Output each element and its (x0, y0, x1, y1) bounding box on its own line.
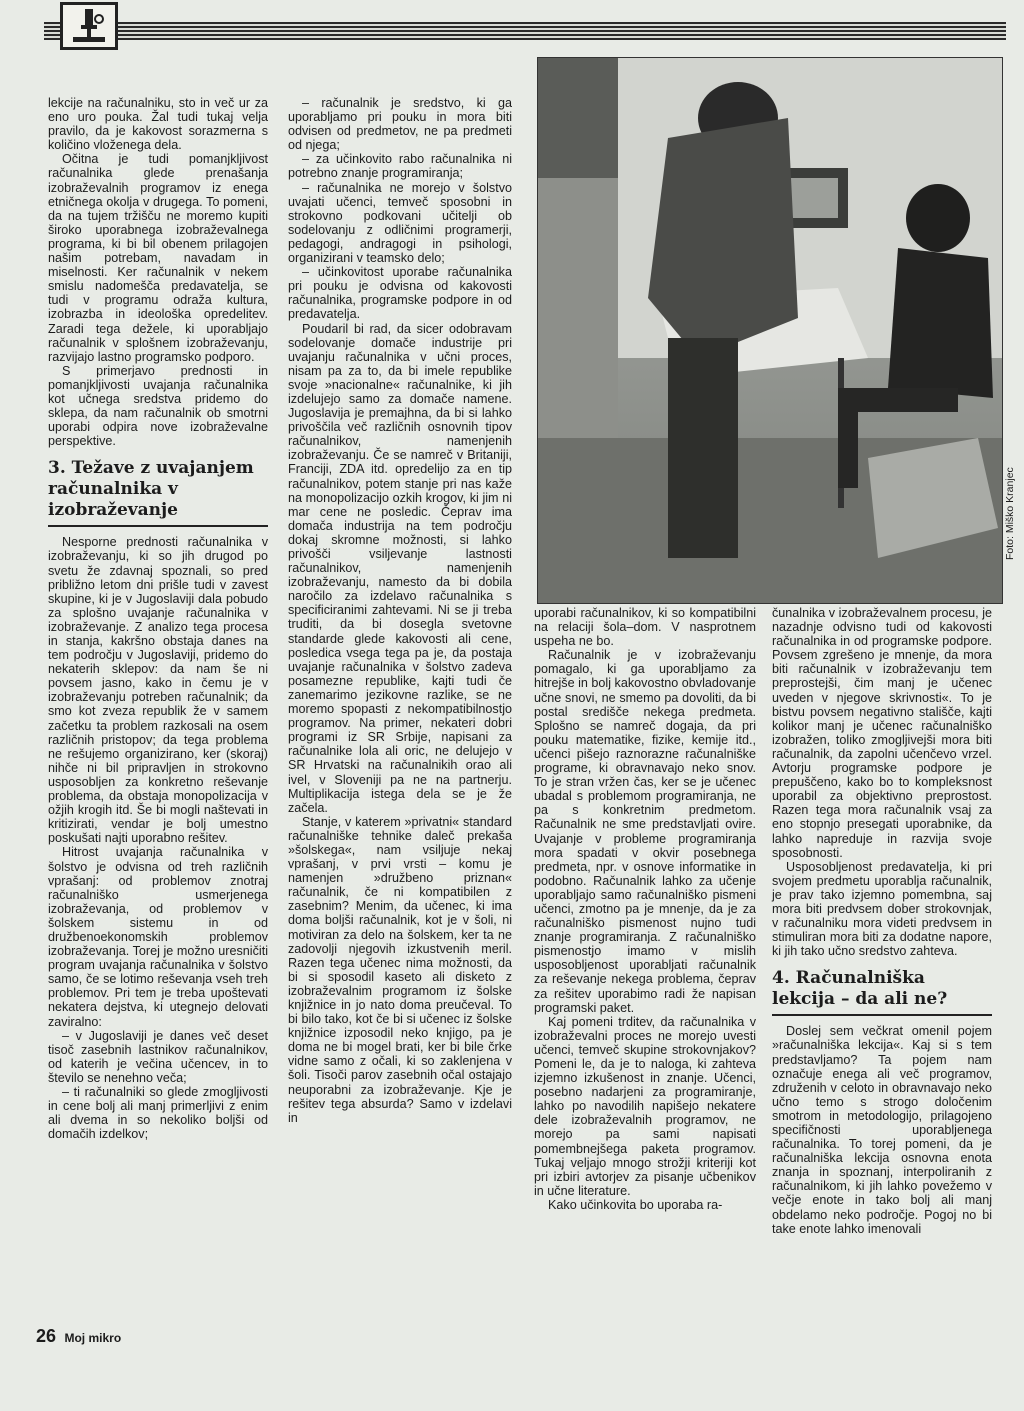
page-footer (36, 1326, 121, 1347)
column-1 (48, 96, 268, 1141)
column-2 (288, 96, 512, 1125)
paragraph: Stanje, v katerem »privatni« standard računalniške tehnike daleč prekaša »šolskega«, nam vsiljuje nekaj vprašanj, v prvi vrsti – komu je namenjen »družbeno priznan« računalnik, če ni kompatibilen z zasebnim? Menim, da učenec, ki ima doma boljši računalnik, kot je v šoli, ni motiviran za delo na šolskem, ker ta ne zadovolji njegovih izkustvenih meril. Razen tega učenec nima možnosti, da bi si sposodil kaseto ali disketo z izobraževalnim programom iz šolske knjižnice in jo nato doma preučeval. To bi bilo tako, kot če bi si učenec iz šolske knjižnice izposodil neko knjigo, pa je doma ne bi mogel brati, ker bi bile črke vidne samo z očali, ki so zaklenjena v šoli. Tisoči parov zasebnih očal ostajajo neuporabni za izobraževanje. Kje je rešitev tega absurda? Samo v izdelavi in (288, 814, 512, 1125)
paragraph: uporabi računalnikov, ki so kompatibilni na relaciji šola–dom. V nasprotnem uspeha ne bo. (534, 606, 756, 649)
paragraph: Hitrost uvajanja računalnika v šolstvo je odvisna od treh različnih vprašanj: od problemov znotraj računalniško usmerjenega izobraževanja, od problemov v šolskem sistemu in od družbenoekonomskih problemov izobraževanja. Torej je možno uresničiti program uvajanja računalnika v šolstvo samo, če se lotimo reševanja vseh treh problemov. Pri tem je treba upoštevati nekatera dejstva, ki utegnejo delovati zaviralno: (48, 845, 268, 1029)
paragraph: – v Jugoslaviji je danes več deset tisoč zasebnih lastnikov računalnikov, od katerih je večina učencev, in to število se nenehno veča; (48, 1028, 268, 1085)
paragraph: S primerjavo prednosti in pomanjkljivosti uvajanja računalnika kot učnega sredstva pridemo do sklepa, da nam računalnik ob smotrni uporabi odpira nove izobraževalne perspektive. (48, 363, 268, 449)
paragraph: Nesporne prednosti računalnika v izobraževanju, ki so jih drugod po svetu že zdavnaj spoznali, so pred približno letom dni prišle tudi v zavest skupine, ki je v Jugoslaviji dala pobudo za splošno uvajanje računalnika v izobraževanje. Z analizo tega procesa in stanja, kakršno obstaja danes na tem področju v Jugoslaviji, pridemo do nekaterih sklepov: da nam še ni povsem jasno, kako in čemu je v izobraževanju potreben računalnik; da smo kot zveza republik že v samem začetku ta problem razkosali na osem različnih pristopov; da tega problema ne rešujemo organizirano, ker (skoraj) nihče ni bil pripravljen in strokovno usposobljen za konkretno reševanje problema, da obstaja monopolizacija v ožjih krogih itd. Še bi mogli naštevati in kritizirati, vendar je bolj umestno poskušati najti uporabno rešitev. (48, 535, 268, 846)
paragraph: Očitna je tudi pomanjkljivost računalnika glede prenašanja izobraževalnih programov iz enega etničnega okolja v drugega. To pomeni, da na tujem tržišču ne moremo kupiti široko uporabnega izobraževalnega programa, ki bi bil obenem prilagojen našim potrebam, navadam in miselnosti. Ker računalnik v nekem smislu nadomešča predavatelja, se tudi v programu odraža kultura, izobrazba in ideološka opredelitev. Zaradi tega dežele, ki uporabljajo računalnik v splošnem izobraževanju, razvijajo lastno programsko podporo. (48, 152, 268, 364)
photo-teacher-and-child-at-computer (537, 57, 1003, 604)
paragraph: – računalnik je sredstvo, ki ga uporabljamo pri pouku in mora biti odvisen od predmetov, ne pa predmeti od njega; (288, 96, 512, 153)
section-heading-4: 4. Računalniška lekcija – da ali ne? (772, 968, 992, 1016)
paragraph: Usposobljenost predavatelja, ki pri svojem predmetu uporablja računalnik, je prav tako izjemno pomembna, saj mora biti predvsem dober strokovnjak, v računalniku mora videti predvsem in stimuliran mora biti za dodatne napore, ki jih tako učno sredstvo zahteva. (772, 859, 992, 959)
paragraph: lekcije na računalniku, sto in več ur za eno uro pouka. Žal tudi tukaj velja pravilo, da je kakovost sorazmerna s količino vloženega dela. (48, 96, 268, 153)
paragraph: Kaj pomeni trditev, da računalnika v izobraževalni proces ne morejo uvesti učenci, temveč skupine strokovnjakov? Pomeni le, da je to naloga, ki zahteva izjemno izkušenost in znanje. Učenci, posebno nadarjeni za programiranje, lahko po navodilih napišejo nekatere dele izobraževalnih programov, ne morejo pa sami napisati pomembnejšega paketa programov. Tukaj veljajo mnogo strožji kriteriji kot pri izbiri avtorjev za pisanje učbenikov in učne literature. (534, 1014, 756, 1198)
paragraph: čunalnika v izobraževalnem procesu, je nazadnje odvisno tudi od kakovosti računalnika in od programske podpore. Povsem zgrešeno je mnenje, da mora biti računalnik v izobraževanju tem preprostejši, čim manj je učenec uveden v njegove skrivnosti«. To je bistvu povsem negativno stališče, kajti kolikor manj je učenec računalniško izobražen, toliko zmogljivejši mora biti računalnik, da zapolni učenčevo vrzel. Avtorju programske podpore je prepuščeno, kako bo to kompleksnost uporabil za objektivno preprostost. Razen tega mora računalnik vsaj za eno stopnjo presegati uporabnike, da lahko napreduje in razvija svoje sposobnosti. (772, 606, 992, 860)
column-3 (534, 606, 756, 1212)
magazine-name: Moj mikro (64, 1331, 122, 1345)
paragraph: Poudaril bi rad, da sicer odobravam sodelovanje domače industrije pri uvajanju računalnika v učni proces, nisam pa za to, da bi imele republike svoje »nacionalne« računalnike, ki jih izdelujejo samo za domače namene. Jugoslavija je premajhna, da bi si lahko privoščila več različnih osnovnih tipov računalnikov, namenjenih izobraževanju. Če se namreč v Britaniji, Franciji, ZDA itd. opredelijo za en tip računalnikov, potem stanje pri nas kaže na monopolizacijo ozkih krogov, ki jim ni mar cene ne posledic. Čeprav ima domača industrija na tem področju dokaj skromne možnosti, si lahko privošči vsiljevanje lastnosti računalnikov, namenjenih izobraževanju, namesto da bi dobila naročilo za izdelavo računalnika s specificiranimi zahtevami. Ni se ji treba truditi, da bi dosegla svetovne standarde glede kakovosti ali cene, posledica vsega tega pa je, da postaja uvajanje računalnika v šolstvo zadeva posamezne republike, kajti tudi če zanemarimo jezikovne razlike, se ne moremo spopasti z nekompatibilnostjo programov. Na primer, nekateri dobri programi iz SR Srbije, napisani za računalnike lola ali oric, ne delujejo v SR Hrvatski na računalnikih orao ali ivel, v Sloveniji pa ne na partnerju. Multiplikacija istega dela se je že začela. (288, 321, 512, 815)
column-4 (772, 606, 992, 1236)
photo-illustration (538, 58, 1003, 604)
paragraph: – ti računalniki so glede zmogljivosti in cene bolj ali manj primerljivi z enim ali dvema in so nekoliko boljši od domačih izdelkov; (48, 1085, 268, 1142)
header-bar (44, 22, 1006, 40)
paragraph: – računalnika ne morejo v šolstvo uvajati učenci, temveč sposobni in strokovno podkovani učitelji ob sodelovanju z odličnimi programerji, pedagogi, andragogi in psihologi, organizirani v teamsko delo; (288, 180, 512, 266)
paragraph: – za učinkovito rabo računalnika ni potrebno znanje programiranja; (288, 152, 512, 181)
microscope-icon (63, 5, 115, 47)
paragraph: Računalnik je v izobraževanju pomagalo, ki ga uporabljamo za hitrejše in bolj kakovostno obvladovanje učne snovi, ne smemo pa dovoliti, da bi postal središče nekega predmeta. Splošno se namreč dogaja, da pri pouku matematike, fizike, kemije itd., učenci pišejo raznorazne računalniške programe, ki obravnavajo neko snov. To je stran vržen čas, ker se je učenec ubadal s problemom programiranja, ne pa s konkretnim predmetom. Računalnik ne sme predstavljati ovire. Uvajanje v probleme programiranja mora spadati v okvir posebnega predmeta, npr. v osnove informatike in podobno. Računalnik lahko za učenje uporabljajo samo računalniško pismeni učenci, zmotno pa je mnenje, da je za računalniško pismenost nujno tudi znanje programiranja. Z računalniško pismenostjo imamo v mislih usposobljenost uporabljati računalnik za reševanje nekega problema, čeprav za rešitev uporabimo radi že napisan programski paket. (534, 648, 756, 1015)
paragraph: – učinkovitost uporabe računalnika pri pouku je odvisna od kakovosti računalnika, programske podpore in od predavatelja. (288, 265, 512, 322)
section-logo (60, 2, 118, 50)
section-heading-3: 3. Težave z uvajanjem računalnika v izobraževanje (48, 458, 268, 527)
paragraph: Doslej sem večkrat omenil pojem »računalniška lekcija«. Kaj si s tem predstavljamo? Ta pojem nam označuje enega ali več programov, združenih v celoto in obravnavajo neko učno temo s strogo določenim smotrom in metodologijo, prilagojeno specifičnosti uporabljenega računalnika. To torej pomeni, da je računalniška lekcija osnovna enota znanja in spoznanj, interpoliranih z računalnikom, ki jih lahko povežemo v večje enote in tako bolj ali manj obdelamo neko področje. Pogoj no bi take enote lahko imenovali (772, 1024, 992, 1236)
paragraph: Kako učinkovita bo uporaba ra- (548, 1197, 723, 1212)
photo-credit: Foto: Miško Kranjec (1004, 467, 1016, 560)
page-number: 26 (36, 1326, 57, 1346)
